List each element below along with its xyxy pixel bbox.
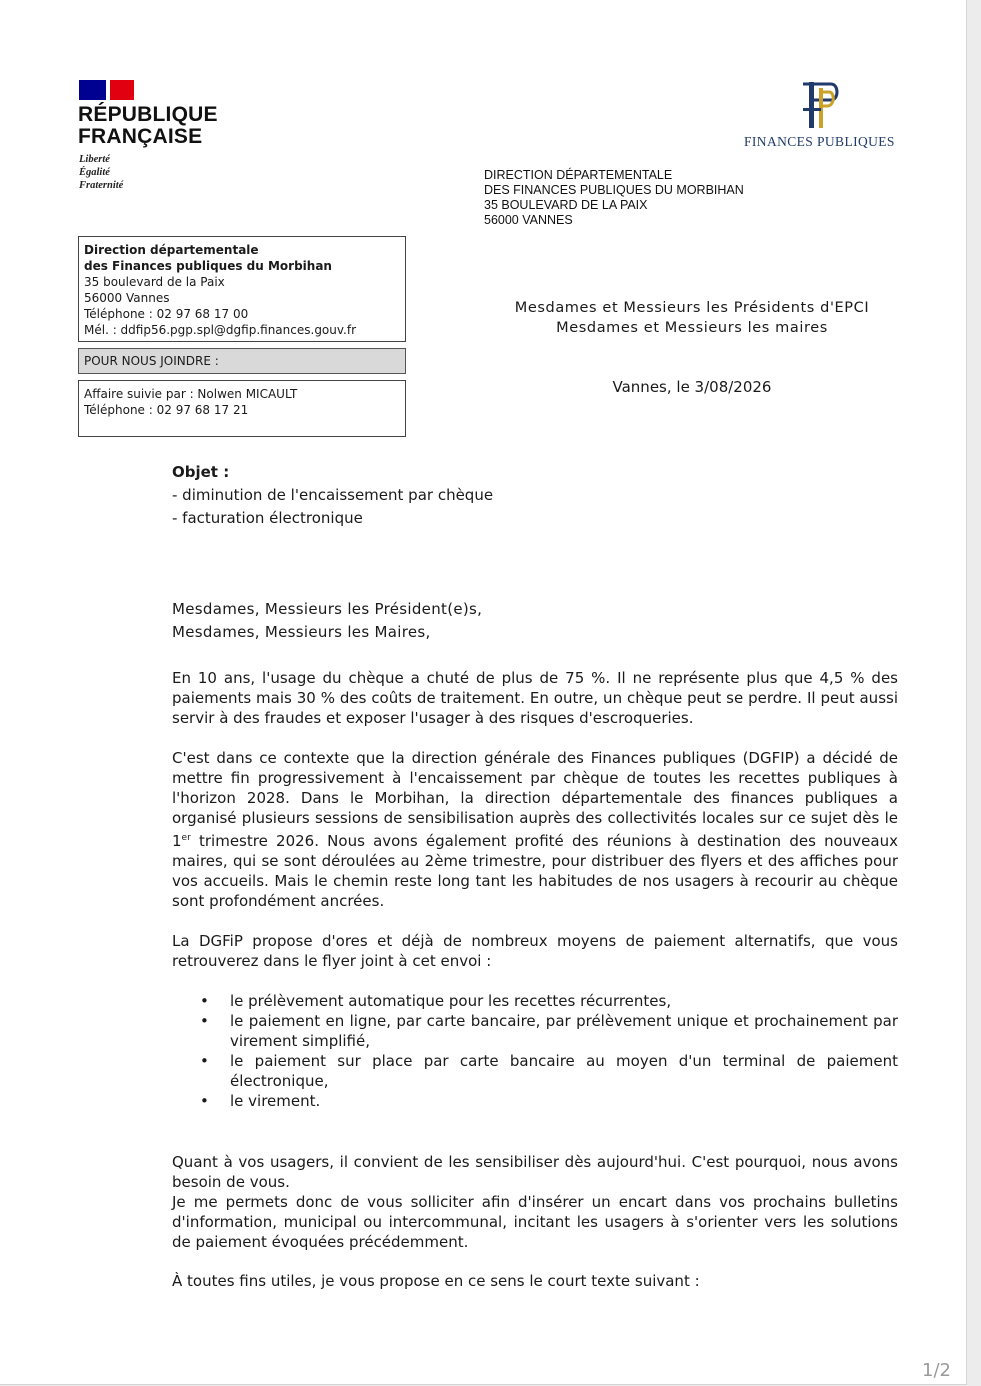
finances-publiques-text: FINANCES PUBLIQUES [744, 134, 895, 149]
contact-email: Mél. : ddfip56.pgp.spl@dgfip.finances.gouv.fr [84, 323, 357, 337]
french-flag-logo [79, 80, 134, 100]
list-item [172, 991, 898, 1011]
motto-liberte: Liberté [79, 154, 110, 165]
sender-address-line: 35 BOULEVARD DE LA PAIX [484, 198, 648, 212]
finances-publiques-logo-icon [795, 78, 841, 132]
letter-subject [172, 461, 493, 530]
list-item [172, 1051, 898, 1091]
salutation-line: Mesdames, Messieurs les Maires, [172, 623, 431, 641]
list-item-text: le paiement en ligne, par carte bancaire, par prélèvement unique et prochainement par virement simplifié, [230, 1012, 898, 1050]
list-item [172, 1091, 898, 1111]
body-paragraph: Je me permets donc de vous solliciter afin d'insérer un encart dans vos prochains bulletins d'information, municipal ou intercommunal, incitant les usagers à s'orienter vers les solutions de paiement évoquées précédemment. [172, 1193, 898, 1251]
recipient-line: Mesdames et Messieurs les maires [556, 320, 828, 336]
page-number: 1/2 [922, 1360, 951, 1381]
paragraph-text: trimestre 2026. Nous avons également profité des réunions à destination des nouveaux maires, qui se sont déroulées au 2ème trimestre, pour distribuer des flyers et des affiches pour vos accueils. Mais le chemin reste long tant les habitudes de nos usagers à recourir au chèque sont profondément ancrées. [172, 832, 898, 910]
payment-methods-list [172, 991, 898, 1111]
body-paragraph: À toutes fins utiles, je vous propose en ce sens le court texte suivant : [172, 1272, 700, 1290]
motto-egalite: Égalité [79, 167, 110, 178]
contact-address: 35 boulevard de la Paix [84, 275, 225, 289]
rf-title-line1: RÉPUBLIQUE [78, 103, 218, 126]
contact-phone: Téléphone : 02 97 68 17 00 [84, 307, 249, 321]
subject-item: - facturation électronique [172, 509, 363, 527]
bullet-icon: • [200, 1092, 209, 1110]
paragraph-text: C'est dans ce contexte que la direction générale des Finances publiques (DGFIP) a décidé de mettre fin progressivement à l'encaissement par chèque de toutes les recettes publiques à l'horizon 2028. Dans le Morbihan, la direction départementale des finances publiques a organisé plusieurs sessions de sensibilisation auprès des collectivités locales sur ce sujet dès le 1 [172, 749, 898, 850]
recipient-line: Mesdames et Messieurs les Présidents d'EPCI [514, 300, 870, 316]
motto-fraternite: Fraternité [79, 180, 124, 191]
bullet-icon: • [200, 1052, 209, 1070]
salutation [172, 598, 482, 644]
body-paragraph: La DGFiP propose d'ores et déjà de nombreux moyens de paiement alternatifs, que vous retrouverez dans le flyer joint à cet envoi : [172, 932, 898, 970]
followup-box [78, 380, 406, 437]
salutation-line: Mesdames, Messieurs les Président(e)s, [172, 600, 483, 618]
join-us-box [78, 348, 406, 374]
list-item-text: le paiement sur place par carte bancaire au moyen d'un terminal de paiement électronique, [230, 1052, 898, 1090]
sender-address [484, 168, 744, 228]
list-item [172, 1011, 898, 1051]
republique-francaise-title [78, 104, 218, 148]
letter-date: Vannes, le 3/08/2026 [612, 378, 772, 396]
contact-box [78, 236, 406, 342]
followup-phone: Téléphone : 02 97 68 17 21 [84, 403, 249, 417]
rf-title-line2: FRANÇAISE [78, 125, 203, 148]
subject-item: - diminution de l'encaissement par chèque [172, 486, 494, 504]
superscript: er [181, 833, 191, 843]
join-us-label: POUR NOUS JOINDRE : [84, 354, 219, 368]
bullet-icon: • [200, 992, 209, 1010]
list-item-text: le prélèvement automatique pour les recettes récurrentes, [230, 992, 672, 1010]
contact-city: 56000 Vannes [84, 291, 170, 305]
sender-address-line: 56000 VANNES [484, 213, 573, 227]
body-paragraph: En 10 ans, l'usage du chèque a chuté de plus de 75 %. Il ne représente plus que 4,5 % des paiements mais 30 % des coûts de traitement. En outre, un chèque peut se perdre. Il peut aussi servir à des fraudes et exposer l'usager à des risques d'escroqueries. [172, 669, 898, 727]
sender-address-line: DES FINANCES PUBLIQUES DU MORBIHAN [484, 183, 744, 197]
republique-motto [79, 153, 123, 192]
contact-box-title: des Finances publiques du Morbihan [84, 259, 332, 273]
followup-agent: Affaire suivie par : Nolwen MICAULT [84, 387, 298, 401]
subject-title: Objet : [172, 463, 230, 481]
bullet-icon: • [200, 1012, 209, 1030]
recipients [474, 298, 910, 338]
body-paragraph [172, 748, 898, 911]
contact-box-title: Direction départementale [84, 243, 259, 257]
sender-address-line: DIRECTION DÉPARTEMENTALE [484, 168, 673, 182]
body-paragraph: Quant à vos usagers, il convient de les sensibiliser dès aujourd'hui. C'est pourquoi, nous avons besoin de vous. [172, 1153, 898, 1191]
list-item-text: le virement. [230, 1092, 321, 1110]
